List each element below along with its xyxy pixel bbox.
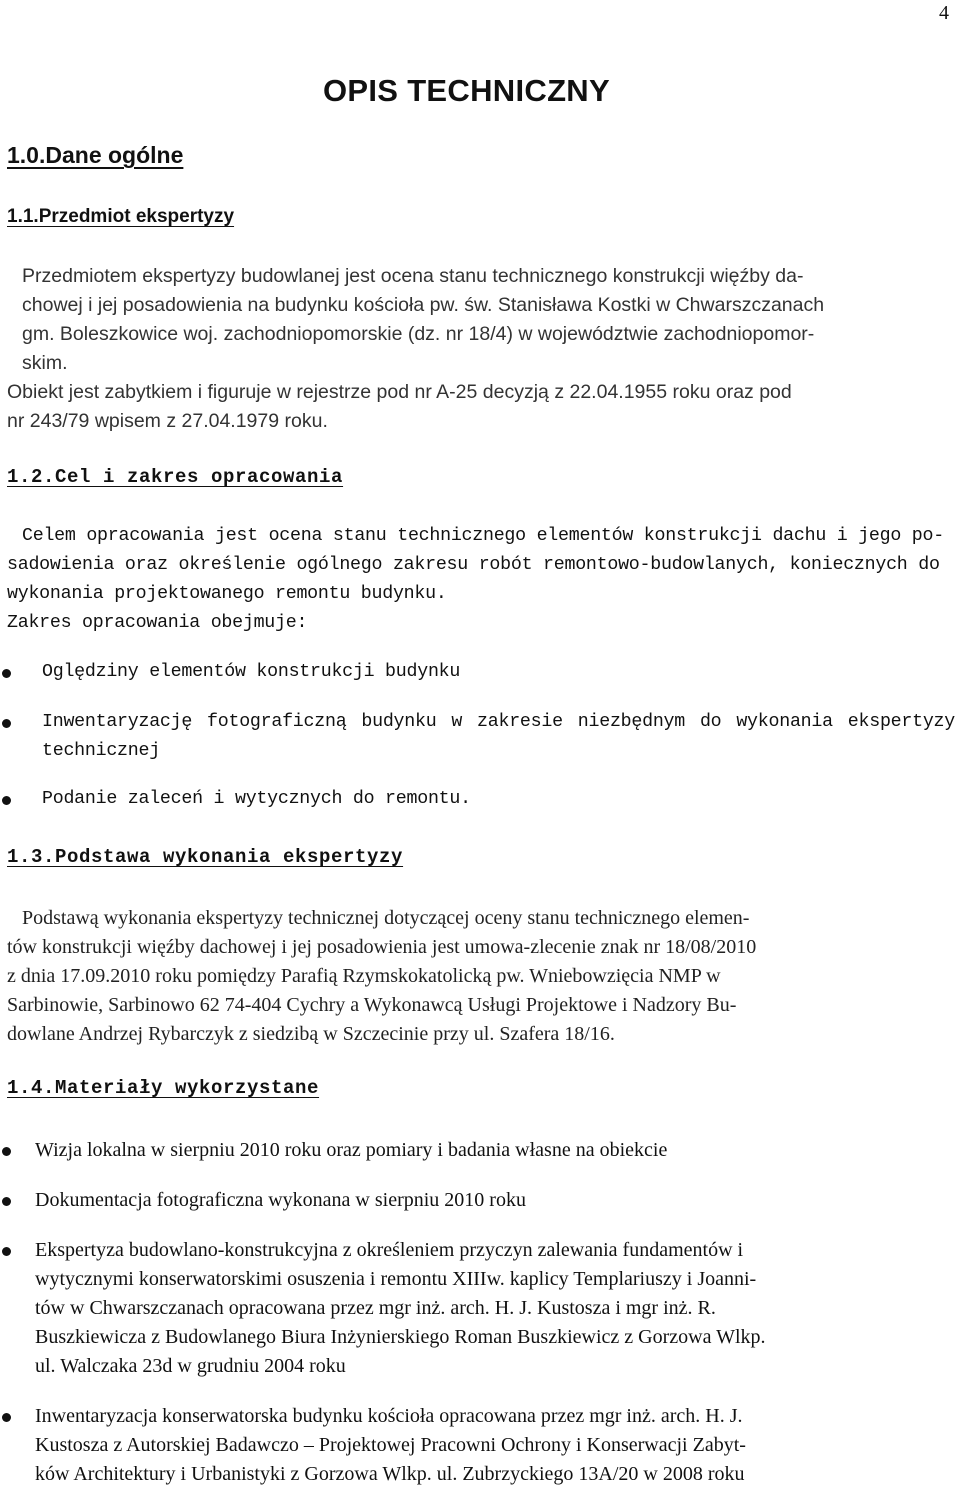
list-item-line: Ekspertyza budowlano-konstrukcyjna z określeniem przyczyn zalewania fundamentów i xyxy=(35,1239,744,1261)
list-item-line: tów w Chwarszczanach opracowana przez mgr inż. arch. H. J. Kustosza i mgr inż. R. xyxy=(35,1297,716,1319)
paragraph-line: tów konstrukcji więźby dachowej i jej posadowienia jest umowa-zlecenie znak nr 18/08/2010 xyxy=(7,936,757,958)
paragraph-line: dowlane Andrzej Rybarczyk z siedzibą w Szczecinie przy ul. Szafera 18/16. xyxy=(7,1023,615,1045)
list-item-text: Dokumentacja fotograficzna wykonana w sierpniu 2010 roku xyxy=(35,1189,526,1211)
paragraph-line: Obiekt jest zabytkiem i figuruje w rejestrze pod nr A-25 decyzją z 22.04.1955 roku oraz pod xyxy=(7,381,792,403)
paragraph-line: sadowienia oraz określenie ogólnego zakresu robót remontowo-budowlanych, koniecznych do xyxy=(7,555,940,575)
section-1-1-paragraph xyxy=(7,262,953,436)
paragraph-line: Sarbinowie, Sarbinowo 62 74-404 Cychry a Wykonawcą Usługi Projektowe i Nadzory Bu- xyxy=(7,994,737,1016)
section-heading-1-2: 1.2.Cel i zakres opracowania xyxy=(7,466,344,488)
list-item-line: Buszkiewicza z Budowlanego Biura Inżynierskiego Roman Buszkiewicz z Gorzowa Wlkp. xyxy=(35,1326,766,1348)
list-item-text: Oględziny elementów konstrukcji budynku xyxy=(42,662,461,682)
section-heading-1-3: 1.3.Podstawa wykonania ekspertyzy xyxy=(7,846,404,868)
bullet-icon xyxy=(2,669,11,678)
list-item-text: Inwentaryzację fotograficzną budynku w zakresie niezbędnym do wykonania ekspertyzy technicznej xyxy=(42,712,955,761)
section-1-2-paragraph xyxy=(7,522,953,638)
list-item-text: Podanie zaleceń i wytycznych do remontu. xyxy=(42,789,471,809)
paragraph-line: Podstawą wykonania ekspertyzy technicznej dotyczącej oceny stanu technicznego elemen- xyxy=(22,907,750,929)
paragraph-line: gm. Boleszkowice woj. zachodniopomorskie (dz. nr 18/4) w województwie zachodniopomor- xyxy=(22,323,815,345)
list-item xyxy=(0,1402,955,1489)
bullet-icon xyxy=(2,1197,11,1206)
list-item-line: wytycznymi konserwatorskimi osuszenia i remontu XIIIw. kaplicy Templariuszy i Joanni- xyxy=(35,1268,757,1290)
list-item-text: Wizja lokalna w sierpniu 2010 roku oraz pomiary i badania własne na obiekcie xyxy=(35,1139,668,1161)
list-item xyxy=(0,785,955,814)
list-item-line: ul. Walczaka 23d w grudniu 2004 roku xyxy=(35,1355,346,1377)
bullet-icon xyxy=(2,1247,11,1256)
section-heading-1-1: 1.1.Przedmiot ekspertyzy xyxy=(7,206,235,227)
section-heading-1-0: 1.0.Dane ogólne xyxy=(7,142,184,168)
list-item xyxy=(0,658,955,687)
materials-bullet-list xyxy=(0,1136,955,1489)
document-title: OPIS TECHNICZNY xyxy=(323,73,610,108)
list-item xyxy=(0,708,955,766)
list-item-line: ków Architektury i Urbanistyki z Gorzowa Wlkp. ul. Zubrzyckiego 13A/20 w 2008 roku xyxy=(35,1463,745,1485)
scope-bullet-list xyxy=(0,658,955,814)
list-item-line: Inwentaryzacja konserwatorska budynku kościoła opracowana przez mgr inż. arch. H. J. xyxy=(35,1405,743,1427)
paragraph-line: nr 243/79 wpisem z 27.04.1979 roku. xyxy=(7,410,328,432)
list-item xyxy=(0,1136,955,1165)
bullet-icon xyxy=(2,719,11,728)
paragraph-line: Zakres opracowania obejmuje: xyxy=(7,613,308,633)
paragraph-line: Celem opracowania jest ocena stanu technicznego elementów konstrukcji dachu i jego po- xyxy=(22,526,944,546)
list-item xyxy=(0,1236,955,1381)
bullet-icon xyxy=(2,1413,11,1422)
paragraph-line: skim. xyxy=(22,352,68,374)
list-item xyxy=(0,1186,955,1215)
paragraph-line: chowej i jej posadowienia na budynku kościoła pw. św. Stanisława Kostki w Chwarszczanach xyxy=(22,294,825,316)
list-item-line: Kustosza z Autorskiej Badawczo – Projektowej Pracowni Ochrony i Konserwacji Zabyt- xyxy=(35,1434,746,1456)
section-heading-1-4: 1.4.Materiały wykorzystane xyxy=(7,1077,320,1099)
bullet-icon xyxy=(2,1147,11,1156)
paragraph-line: z dnia 17.09.2010 roku pomiędzy Parafią Rzymskokatolicką pw. Wniebowzięcia NMP w xyxy=(7,965,721,987)
paragraph-line: Przedmiotem ekspertyzy budowlanej jest ocena stanu technicznego konstrukcji więźby da- xyxy=(22,265,804,287)
bullet-icon xyxy=(2,796,11,805)
section-1-3-paragraph xyxy=(7,904,953,1049)
paragraph-line: wykonania projektowanego remontu budynku. xyxy=(7,584,447,604)
page-number: 4 xyxy=(939,2,949,24)
